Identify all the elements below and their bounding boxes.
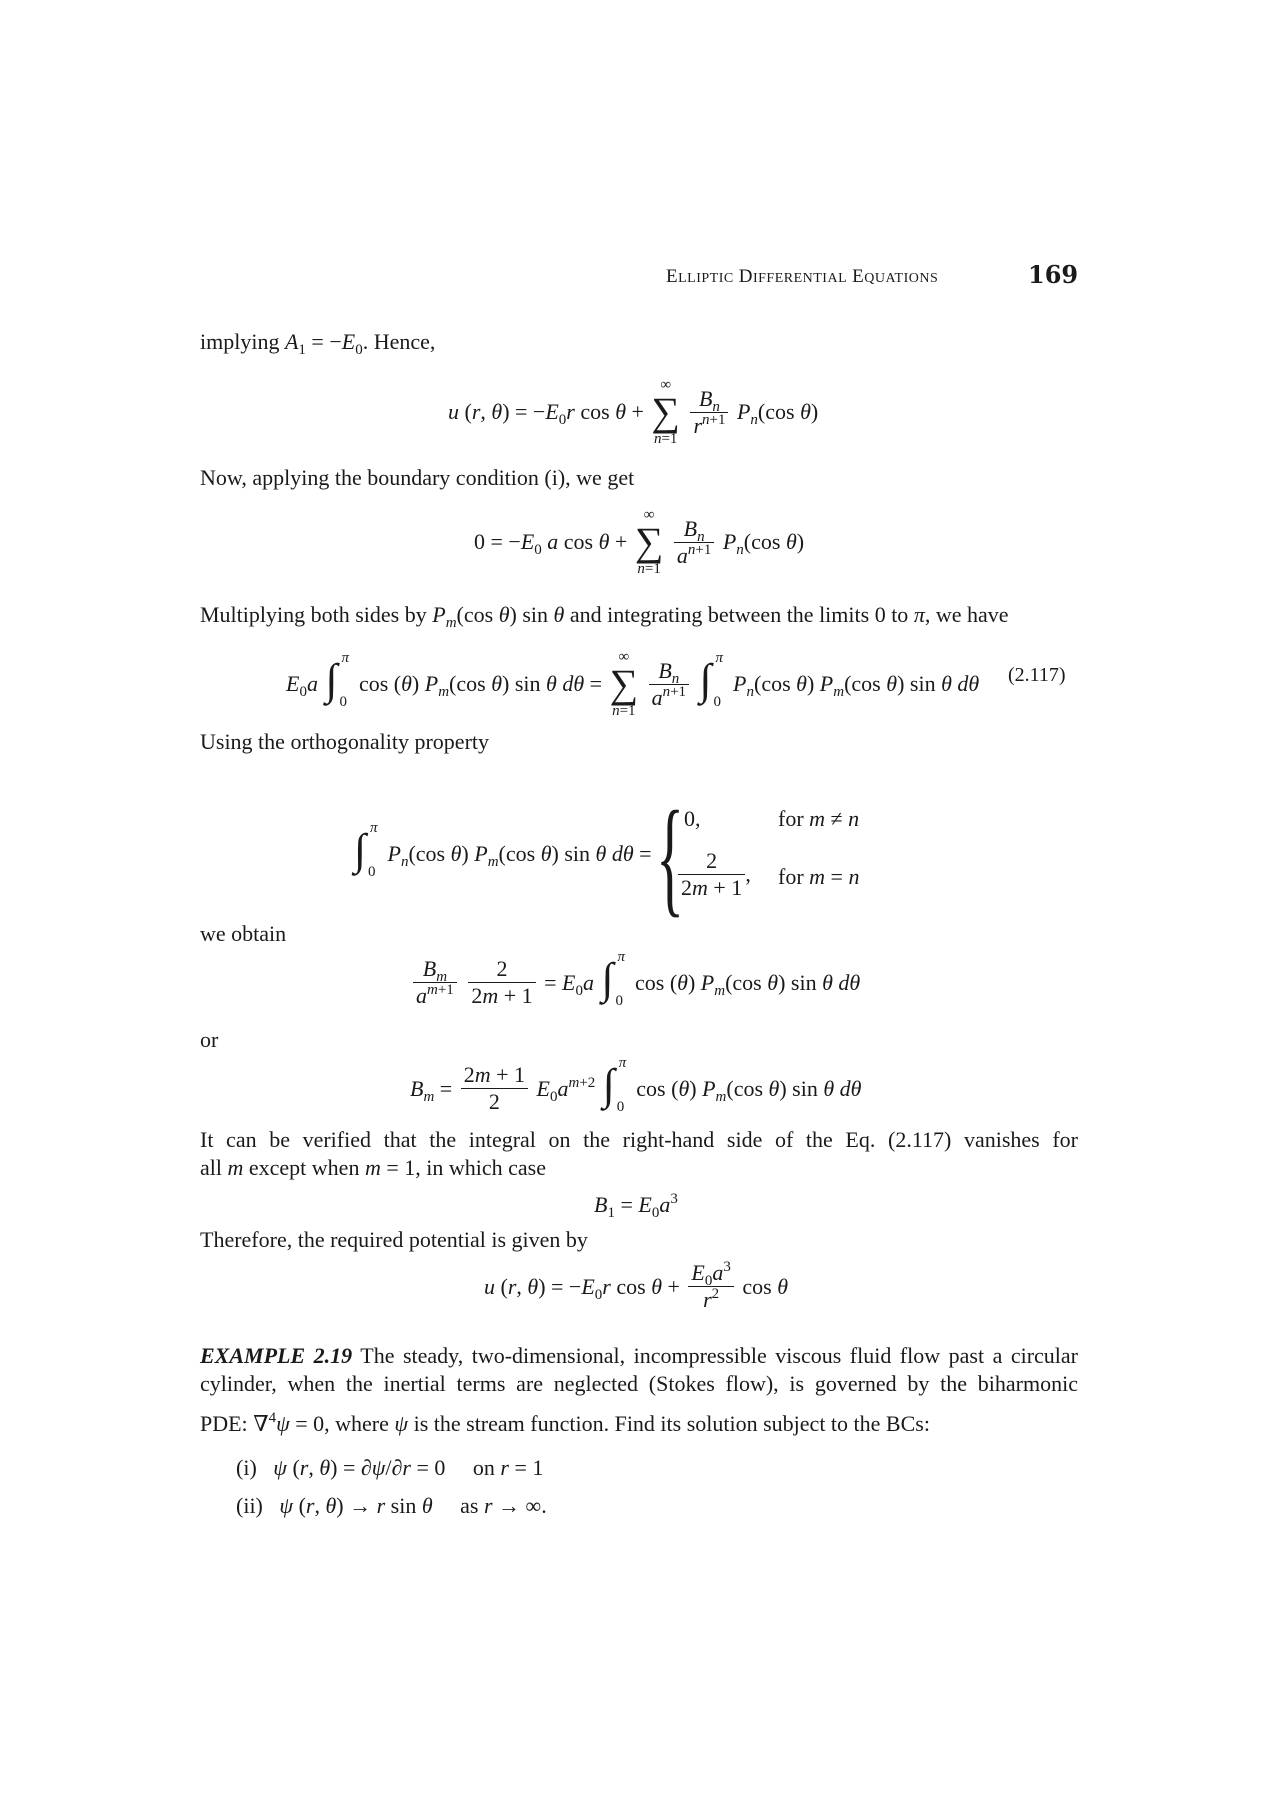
example-stream: is the stream function. Find its solution subject to the BCs: xyxy=(413,1411,930,1436)
running-header-title: ELLIPTIC DIFFERENTIAL EQUATIONS xyxy=(666,266,939,287)
example-pde: PDE: xyxy=(200,1411,248,1436)
therefore-line: Therefore, the required potential is given by xyxy=(200,1227,588,1252)
verified-except: except when xyxy=(248,1155,360,1180)
using-orthogonality-line: Using the orthogonality property xyxy=(200,729,490,754)
verified-line-1: It can be verified that the integral on the right-hand side of the Eq. (2.117) vanishes for xyxy=(200,1127,1078,1152)
equation-boundary: $0 = -E_0$ a cos θ + ∞ ∑ n=1 $\frac{B_n}{a^{n+1}}$ $P_n(\cos$ θ) xyxy=(474,507,805,577)
bc2-label: (ii) xyxy=(236,1493,263,1518)
verified-line-2: all m except when m = 1, in which case xyxy=(200,1155,546,1180)
equation-2-117: $E_0a$ ∫ π 0 cos (θ) $P_m(\cos$ θ) sin θ dθ = ∞ ∑ n=1 $\frac{B_n}{a^{n+1}}$ ∫ π 0 $P_n(\cos$ θ) $P_m(\cos$ θ) sin θ dθ xyxy=(286,649,980,719)
or-line: or xyxy=(200,1027,219,1052)
multiplying-tail: and integrating between the limits 0 to xyxy=(569,602,909,627)
example-line-2: cylinder, when the inertial terms are neglected (Stokes flow), is governed by the biharmonic xyxy=(200,1371,1078,1396)
case-eq: for m = n xyxy=(778,864,860,889)
bc2-as: as xyxy=(460,1493,479,1518)
implying-tail: . Hence, xyxy=(362,329,436,354)
example-line-1 xyxy=(200,1342,1078,1370)
equation-bm-ratio: $\frac{B_m}{a^{m+1}}$ $\frac{2}{2m + 1}$ = $E_0a$ ∫ π 0 cos (θ) $P_m(\cos$ θ) sin θ dθ xyxy=(410,956,860,1009)
example-text-1: The steady, two-dimensional, incompressible viscous fluid flow past a circular xyxy=(360,1343,1078,1368)
we-obtain-line: we obtain xyxy=(200,921,287,946)
equation-b1: $B_1 = E_0a^3$ xyxy=(594,1191,678,1221)
example-label: EXAMPLE 2.19 xyxy=(200,1343,353,1368)
multiplying-lead: Multiplying both sides by xyxy=(200,602,427,627)
bc-line-2: (ii) ψ (r, θ) → r sin θ as r → ∞. xyxy=(236,1493,547,1518)
now-applying-line: Now, applying the boundary condition (i), we get xyxy=(200,465,635,490)
orthogonality-integral: ∫ π 0 $P_n(\cos$ θ) $P_m(\cos$ θ) sin θ dθ = xyxy=(354,820,652,880)
verified-all: all xyxy=(200,1155,222,1180)
multiplying-line xyxy=(200,601,1009,629)
case-zero: 0, xyxy=(684,806,701,831)
bc-line-1: (i) ψ (r, θ) = ∂ψ/∂r = 0 on r = 1 xyxy=(236,1455,544,1480)
example-where: where xyxy=(335,1411,389,1436)
pi-symbol: π xyxy=(913,602,925,627)
bc1-on: on xyxy=(472,1455,495,1480)
case-fraction: $\frac{2}{2m + 1}$ , xyxy=(678,848,751,901)
example-line-3: PDE: ∇$^4$ψ = 0, where ψ is the stream function. Find its solution subject to the BCs: xyxy=(200,1410,930,1436)
case-for-neq: for xyxy=(778,806,804,831)
bc1-label: (i) xyxy=(236,1455,257,1480)
implying-line xyxy=(200,328,435,356)
pm-cos-sin: $P_m(\cos$ θ) sin θ xyxy=(432,602,565,631)
case-neq: for m ≠ n xyxy=(778,806,860,831)
we-have: , we have xyxy=(924,602,1009,627)
left-brace: { xyxy=(656,785,685,929)
equation-number: (2.117) xyxy=(1008,664,1066,686)
equation-potential: u (r, $\theta) = -E_0r$ cos θ + $\frac{E_0a^3}{r^2}$ cos θ xyxy=(484,1259,789,1312)
equation-u-series: u (r, $\theta) = -E_0r$ cos θ + ∞ ∑ n=1 $\frac{B_n}{r^{n+1}}$ $P_n(\cos$ θ) xyxy=(448,377,819,447)
implying-lead: implying xyxy=(200,329,280,354)
verified-case: = 1, in which case xyxy=(386,1155,546,1180)
a1-equals: $A_1 = -E_0$ xyxy=(284,329,363,358)
case-for-eq: for xyxy=(778,864,804,889)
page-number: 169 xyxy=(1028,260,1079,289)
equation-bm: $B_m$ = $\frac{2m + 1}{2}$ $E_0a^{m+2}$ ∫ π 0 cos (θ) $P_m(\cos$ θ) sin θ dθ xyxy=(410,1054,862,1115)
